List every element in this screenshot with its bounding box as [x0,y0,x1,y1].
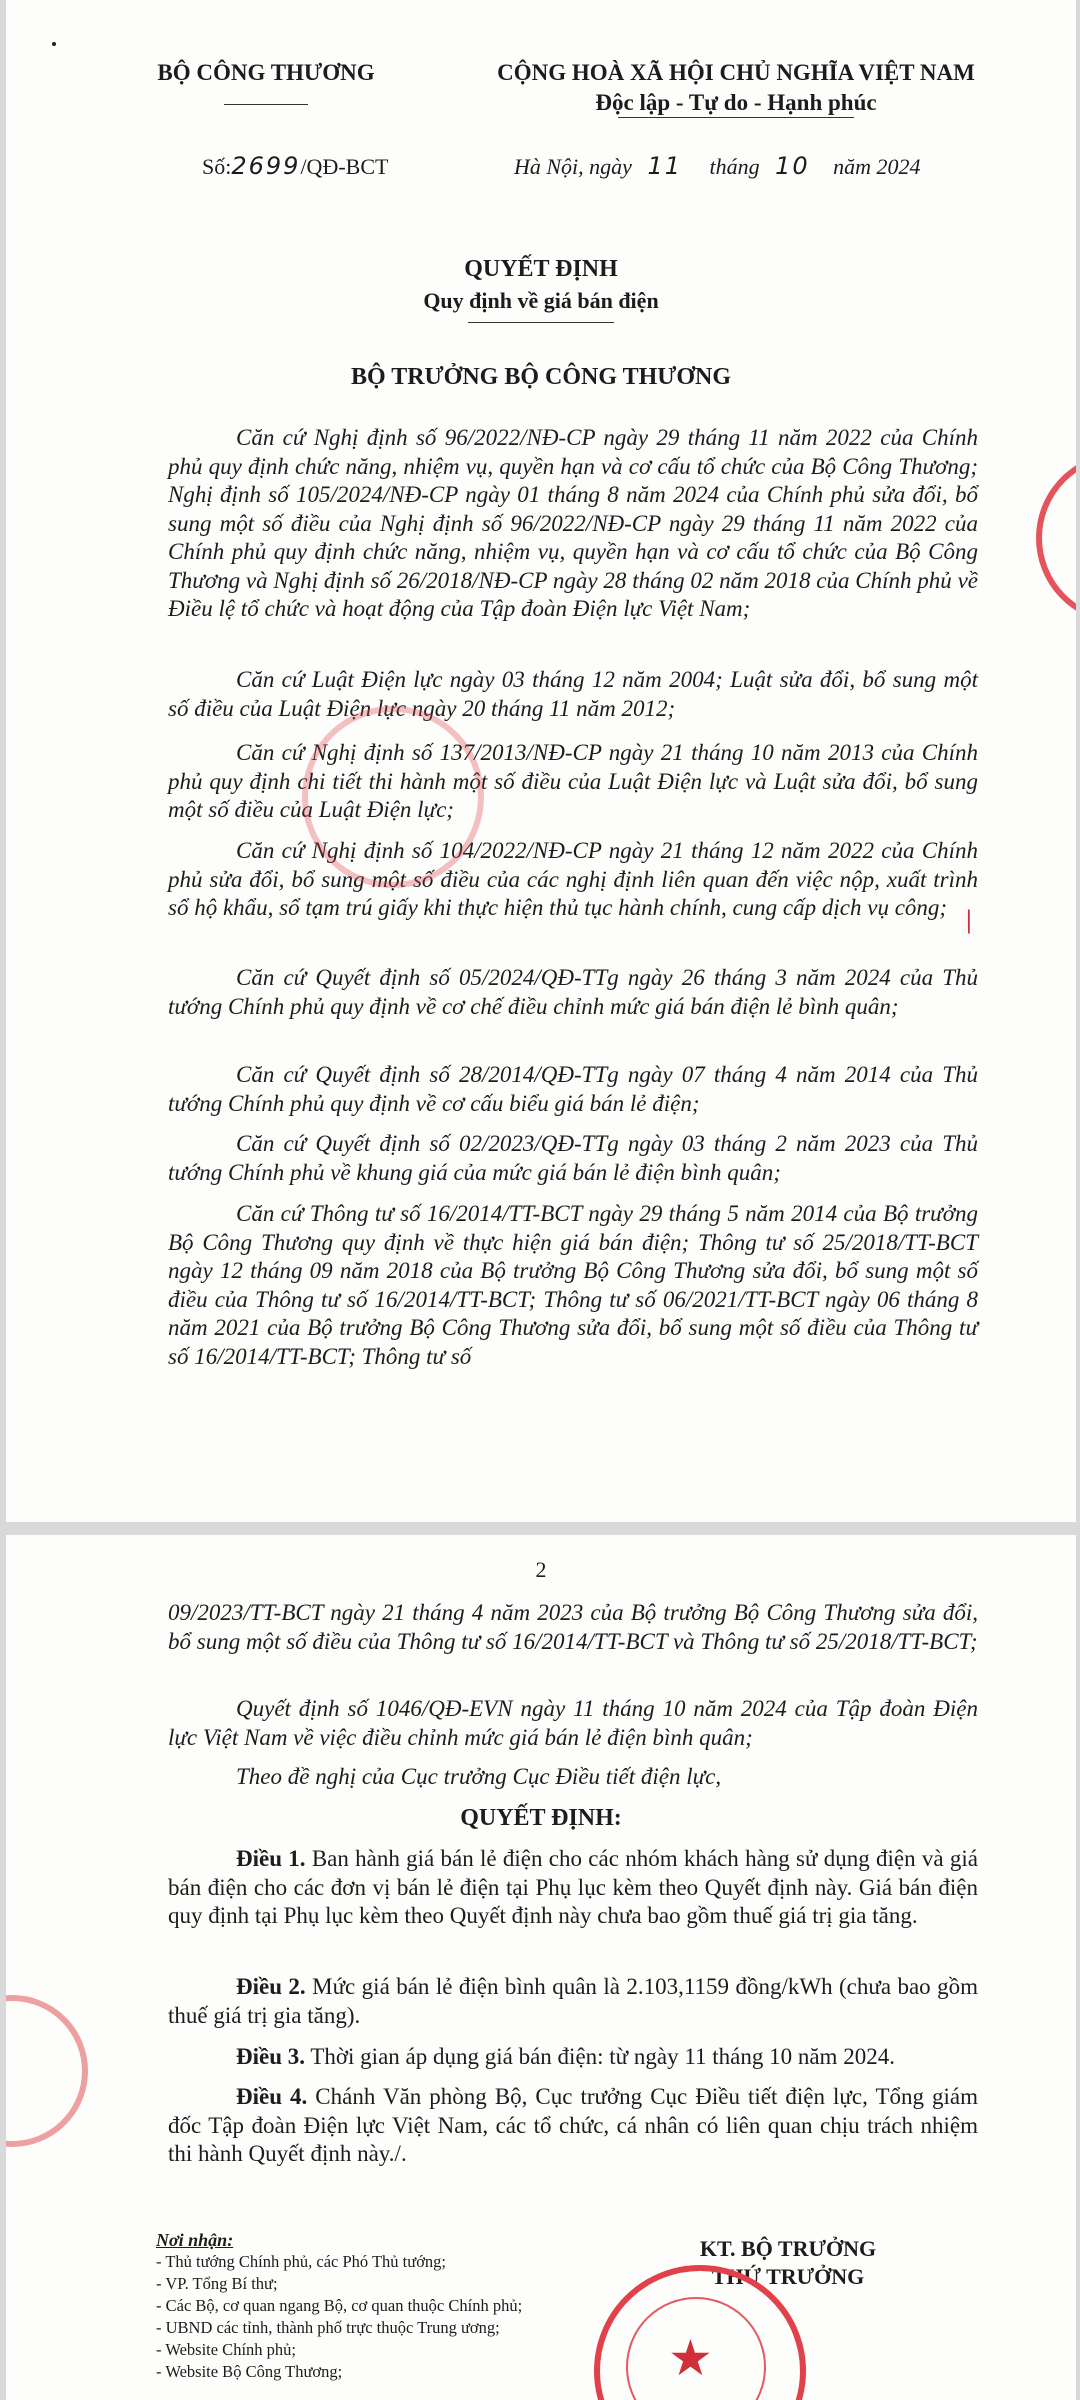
basis-continuation: 09/2023/TT-BCT ngày 21 tháng 4 năm 2023 của Bộ trưởng Bộ Công Thương sửa đổi, bổ sung một số điều của Thông tư số 16/2014/TT-BCT và Thông tư số 25/2018/TT-BCT; [168,1600,978,1654]
country-name: CỘNG HOÀ XÃ HỘI CHỦ NGHĨA VIỆT NAM [497,60,975,85]
document-type: QUYẾT ĐỊNH [464,256,618,282]
recipient-item: - Các Bộ, cơ quan ngang Bộ, cơ quan thuộc Chính phủ; [156,2296,523,2315]
basis-paragraph: Căn cứ Thông tư số 16/2014/TT-BCT ngày 29 tháng 5 năm 2014 của Bộ trưởng Bộ Công Thương quy định về thực hiện giá bán điện; Thông tư số 25/2018/TT-BCT ngày 12 tháng 09 năm 2018 của Bộ trưởng Bộ Công Thương sửa đổi, bổ sung một số điều của Thông tư số 16/2014/TT-BCT; Thông tư số 06/2021/TT-BCT ngày 06 tháng 8 năm 2021 của Bộ trưởng Bộ Công Thương sửa đổi, bổ sung một số điều của Thông tư số 16/2014/TT-BCT; Thông tư số [168,1201,978,1369]
national-header [431,60,1041,116]
article-label: Điều 1. [236,1846,306,1871]
document-subject: Quy định về giá bán điện [423,288,659,313]
article-text: Mức giá bán lẻ điện bình quân là 2.103,1159 đồng/kWh (chưa bao gồm thuế giá trị gia tăng). [168,1974,979,2028]
subject-underline [468,322,614,323]
recipient-item: - VP. Tổng Bí thư; [156,2274,278,2293]
issuer-title: BỘ TRƯỞNG BỘ CÔNG THƯƠNG [350,364,732,390]
date-day-handwritten: 11 [647,152,682,180]
article-4 [168,2083,978,2169]
seal-edge-mark [6,1995,88,2147]
date-month-handwritten: 10 [775,152,810,180]
agency-name: BỘ CÔNG THƯƠNG [157,60,375,85]
document-page-1 [6,0,1076,1522]
seal-edge-mark [1036,452,1076,624]
issue-date [514,152,921,180]
recipient-item: - Website Bộ Công Thương; [156,2362,343,2381]
document-page-2 [6,1535,1076,2400]
recipient-item: - Thủ tướng Chính phủ, các Phó Thủ tướng; [156,2252,447,2271]
article-text: Thời gian áp dụng giá bán điện: từ ngày 11 tháng 10 năm 2024. [305,2044,895,2069]
basis-paragraph: Căn cứ Nghị định số 137/2013/NĐ-CP ngày 21 tháng 10 năm 2013 của Chính phủ quy định chi tiết thi hành một số điều của Luật Điện lực và Luật sửa đổi, bổ sung một số điều của Luật Điện lực; [168,740,978,822]
article-label: Điều 3. [236,2044,305,2069]
speck [52,42,56,46]
recipient-item: - Website Chính phủ; [156,2340,296,2359]
basis-paragraph: Căn cứ Quyết định số 02/2023/QĐ-TTg ngày 03 tháng 2 năm 2023 của Thủ tướng Chính phủ về khung giá của mức giá bán lẻ điện bình quân; [168,1131,978,1185]
motto-underline [618,117,854,118]
number-suffix: /QĐ-BCT [300,154,389,179]
article-3 [168,2043,978,2072]
page-number: 2 [535,1557,547,1582]
article-text: Chánh Văn phòng Bộ, Cục trưởng Cục Điều tiết điện lực, Tổng giám đốc Tập đoàn Điện lực Việt Nam, các tổ chức, cá nhân có liên quan chịu trách nhiệm thi hành Quyết định này./. [168,2084,978,2166]
recipient-item: - UBND các tỉnh, thành phố trực thuộc Trung ương; [156,2318,500,2337]
date-place: Hà Nội, ngày [514,154,632,179]
signer-title: KT. BỘ TRƯỞNG [699,2236,877,2261]
number-handwritten: 2699 [231,152,301,180]
number-prefix: Số: [202,154,232,179]
basis-evn: Quyết định số 1046/QĐ-EVN ngày 11 tháng 10 năm 2024 của Tập đoàn Điện lực Việt Nam về việc điều chỉnh mức giá bán lẻ điện bình quân; [168,1696,978,1750]
article-1 [168,1845,978,1931]
red-pen-mark: | [966,905,972,934]
signer-role: THỨ TRƯỞNG [711,2264,865,2289]
article-label: Điều 2. [236,1974,306,1999]
basis-paragraph: Căn cứ Quyết định số 05/2024/QĐ-TTg ngày 26 tháng 3 năm 2024 của Thủ tướng Chính phủ quy định về cơ chế điều chỉnh mức giá bán điện lẻ bình quân; [168,965,978,1019]
recipients-block [156,2229,556,2383]
article-text: Ban hành giá bán lẻ điện cho các nhóm khách hàng sử dụng điện và giá bán điện cho các đơn vị bán lẻ điện tại Phụ lục kèm theo Quyết định này. Giá bán điện quy định tại Phụ lục kèm theo Quyết định này chưa bao gồm thuế giá trị gia tăng. [168,1846,979,1928]
basis-paragraph: Căn cứ Nghị định số 96/2022/NĐ-CP ngày 29 tháng 11 năm 2022 của Chính phủ quy định chức năng, nhiệm vụ, quyền hạn và cơ cấu tổ chức của Bộ Công Thương; Nghị định số 105/2024/NĐ-CP ngày 01 tháng 8 năm 2024 của Chính phủ sửa đổi, bổ sung một số điều của Nghị định số 96/2022/NĐ-CP ngày 29 tháng 11 năm 2022 của Chính phủ quy định chức năng, nhiệm vụ, quyền hạn và cơ cấu tổ chức của Bộ Công Thương và Nghị định số 26/2018/NĐ-CP ngày 28 tháng 02 năm 2018 của Chính phủ về Điều lệ tổ chức và hoạt động của Tập đoàn Điện lực Việt Nam; [168,425,978,621]
seal-bleed-mark [302,706,484,888]
national-emblem-star-icon: ★ [668,2330,713,2386]
decision-heading: QUYẾT ĐỊNH: [460,1805,622,1831]
article-label: Điều 4. [236,2084,308,2109]
proposal-line: Theo đề nghị của Cục trưởng Cục Điều tiết điện lực, [236,1764,722,1789]
document-number [202,152,388,180]
recipients-title: Nơi nhận: [156,2230,234,2250]
motto: Độc lập - Tự do - Hạnh phúc [595,90,877,115]
article-2 [168,1973,978,2030]
date-month-label: tháng [709,154,760,179]
basis-paragraph: Căn cứ Nghị định số 104/2022/NĐ-CP ngày 21 tháng 12 năm 2022 của Chính phủ sửa đổi, bổ sung một số điều của các nghị định liên quan đến việc nộp, xuất trình sổ hộ khẩu, sổ tạm trú giấy khi thực hiện thủ tục hành chính, cung cấp dịch vụ công; [168,838,978,920]
basis-paragraph: Căn cứ Luật Điện lực ngày 03 tháng 12 năm 2004; Luật sửa đổi, bổ sung một số điều của Luật Điện lực ngày 20 tháng 11 năm 2012; [168,667,978,721]
date-year: năm 2024 [833,154,921,179]
agency-underline [224,104,308,105]
basis-paragraph: Căn cứ Quyết định số 28/2014/QĐ-TTg ngày 07 tháng 4 năm 2014 của Thủ tướng Chính phủ quy định về cơ cấu biểu giá bán lẻ điện; [168,1062,978,1116]
